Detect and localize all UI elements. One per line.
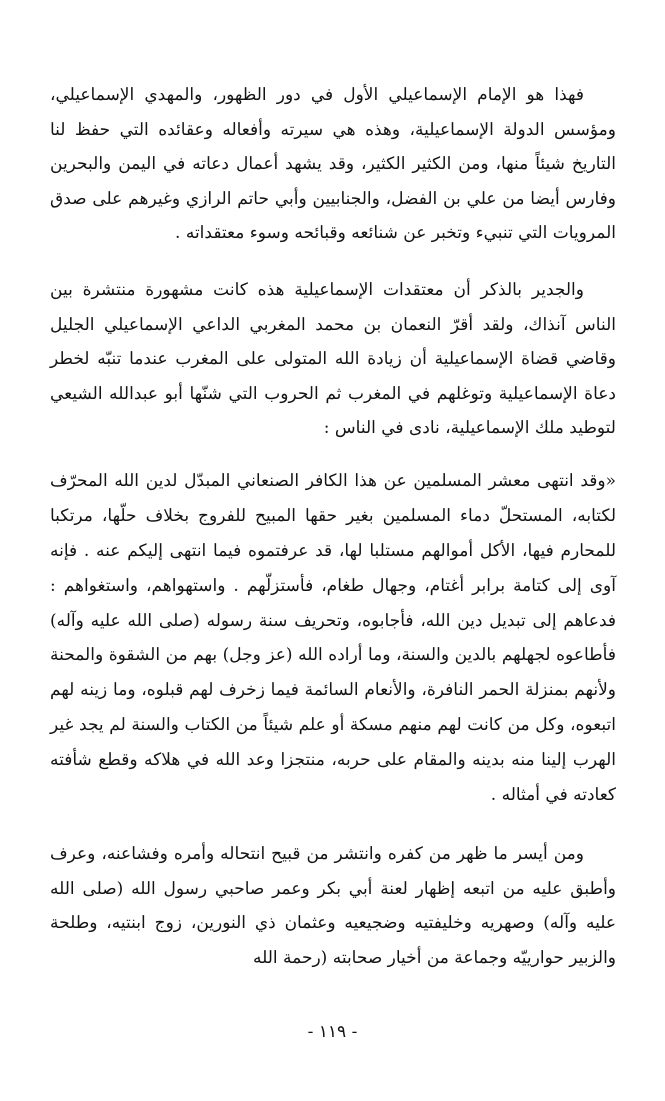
- quoted-paragraph: «وقد انتهى معشر المسلمين عن هذا الكافر الصنعاني المبدّل لدين الله المحرّف لكتابه، المستحلّ دماء المسلمين بغير حقها المبيح للفروج بخلاف حلّها، مرتكبا للمحارم فيها، الأكل أموالهم مستلبا لها، قد عرفتموه فيما انتهى إليكم عنه . فإنه آوى إلى كتامة برابر أغتام، وجهال طغام، فأستزلّهم . واستهواهم، واستغواهم : فدعاهم إلى تبديل دين الله، فأجابوه، وتحريف سنة رسوله (صلى الله عليه وآله) فأطاعوه لجهلهم بالدين والسنة، وما أراده الله (عز وجل) بهم من الشقوة والمحنة ولأنهم بمنزلة الحمر النافرة، والأنعام السائمة فيما زخرف لهم قبلوه، وما زينه لهم اتبعوه، وكل من كانت لهم منهم مسكة أو علم شيئاً من الكتاب والسنة لم يجد غير الهرب إلينا منه بدينه والمقام على حربه، منتجزا وعد الله في هلاكه وقطع شأفته كعادته في أمثاله .: [50, 470, 616, 806]
- paragraph-2: والجدير بالذكر أن معتقدات الإسماعيلية هذه كانت مشهورة منتشرة بين الناس آنذاك، ولقد أقرّ النعمان بن محمد المغربي الداعي الإسماعيلي الجليل وقاضي قضاة الإسماعيلية أن زيادة الله المتولى على المغرب عندما تنبّه لخطر دعاة الإسماعيلية وتوغلهم في المغرب ثم الحروب التي شنّها أبو عبدالله الشيعي لتوطيد ملك الإسماعيلية، نادى في الناس :: [50, 279, 616, 439]
- paragraph-4: ومن أيسر ما ظهر من كفره وانتشر من قبيح انتحاله وأمره وفشاعنه، وعرف وأطبق عليه من اتبعه إظهار لعنة أبي بكر وعمر صاحبي رسول الله (صلى الله عليه وآله) وصهريه وخليفتيه وضجيعيه وعثمان ذي النورين، زوج ابنتيه، وطلحة والزبير حوارييّه وجماعة من أخيار صحابته (رحمة الله: [50, 844, 616, 968]
- paragraph-1: فهذا هو الإمام الإسماعيلي الأول في دور الظهور، والمهدي الإسماعيلي، ومؤسس الدولة الإسماعيلية، وهذه هي سيرته وأفعاله وعقائده التي حفظ لنا التاريخ شيئاً منها، ومن الكثير الكثير، وقد يشهد أعمال دعاته في اليمن والبحرين وفارس أيضا من علي بن الفضل، والجنابيين وأبي حاتم الرازي وغيرهم على صدق المرويات التي تنبيء وتخبر عن شنائعه وقبائحه وسوء معتقداته .: [50, 85, 616, 244]
- page-number: - ١١٩ -: [307, 1022, 358, 1042]
- document-page: [50, 78, 616, 975]
